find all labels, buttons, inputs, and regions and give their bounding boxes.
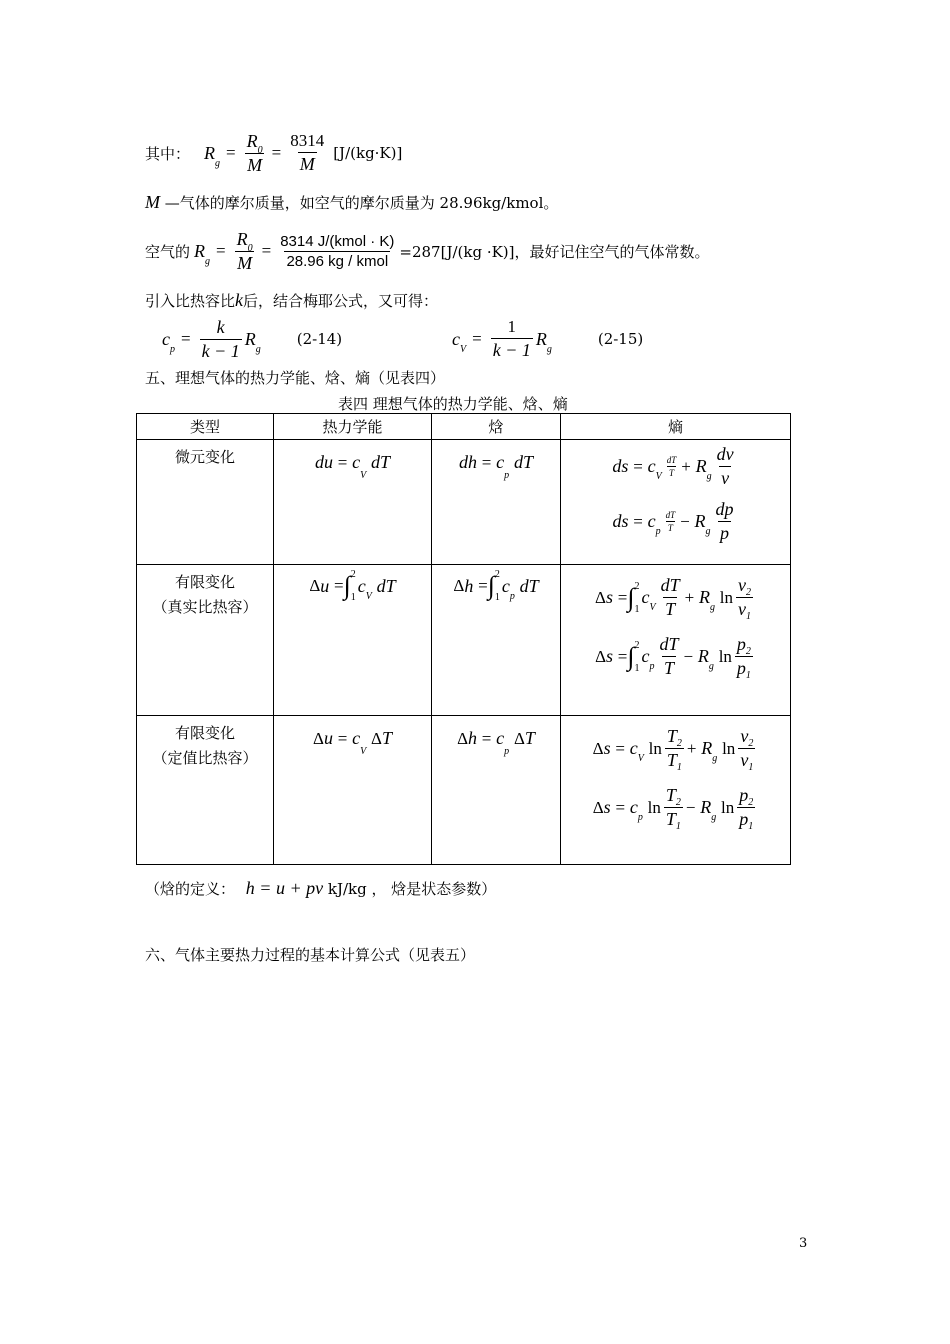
prefix-text: 其中：	[145, 144, 191, 163]
type-sublabel: （真实比热容）	[152, 598, 258, 616]
r0-over-m	[245, 131, 265, 176]
delta-h-integral-cell: Δ h = ∫ 2 1 c p dT	[432, 565, 561, 716]
fraction-denominator: k − 1	[492, 340, 531, 360]
table-header-row	[137, 414, 791, 440]
m-symbol: M	[237, 252, 253, 273]
rg-subscript: g	[215, 157, 221, 169]
m-symbol: M	[247, 154, 263, 175]
table-row	[137, 440, 791, 565]
air-prefix: 空气的	[145, 242, 191, 261]
air-result-text: =287[J/(kg ·K)]，最好记住空气的气体常数。	[399, 242, 710, 261]
r0-subscript: 0	[257, 144, 263, 156]
equals-sign: =	[226, 143, 236, 162]
fraction-numerator: 1	[507, 317, 517, 336]
header-enthalpy: 焓	[432, 414, 561, 440]
equation-label: (2-15)	[597, 330, 644, 348]
section-6-heading: 六、气体主要热力过程的基本计算公式（见表五）	[145, 946, 476, 964]
equals-sign-2: =	[261, 241, 272, 260]
air-denominator: 28.96 kg / kmol	[286, 252, 389, 270]
r-symbol: R	[244, 328, 256, 349]
rg-definition	[145, 128, 402, 178]
r0-over-m	[235, 229, 255, 274]
equals-sign: =	[472, 329, 482, 348]
row-type	[137, 565, 274, 716]
cp-symbol: c	[162, 328, 170, 349]
air-rg-line	[145, 226, 710, 276]
1-over-k-minus-1	[491, 317, 533, 361]
cp-subscript: p	[170, 343, 175, 355]
equation-2-15	[452, 314, 643, 364]
r0-subscript: 0	[247, 242, 253, 254]
fraction-numerator: k	[216, 316, 225, 337]
enthalpy-note	[145, 878, 496, 899]
k-over-k-minus-1	[200, 317, 242, 362]
page-number: 3	[799, 1236, 808, 1251]
rg-symbol: R	[204, 142, 216, 163]
delta-u-constant-cell: $\Delta u = c_V$ ΔT	[274, 716, 432, 865]
r-subscript: g	[546, 343, 552, 355]
header-entropy: 熵	[561, 414, 791, 440]
r0-symbol: R	[236, 228, 248, 249]
unit-text: [J/(kg·K)]	[333, 144, 403, 162]
table-row	[137, 565, 791, 716]
cv-subscript: V	[460, 343, 467, 355]
type-label: 微元变化	[174, 448, 235, 466]
fraction-denominator: k − 1	[201, 340, 240, 361]
header-type: 类型	[137, 414, 274, 440]
delta-u-integral-cell: Δ u = ∫ 2 1 c V dT	[274, 565, 432, 716]
ratio-text-after: 后，结合梅耶公式，又可得：	[243, 292, 439, 310]
type-label: 有限变化	[174, 724, 235, 742]
air-fraction	[278, 233, 396, 270]
m-symbol-2: M	[299, 154, 315, 174]
note-prefix: （焓的定义：	[145, 880, 236, 898]
table-4	[136, 413, 791, 865]
molar-mass-text: —气体的摩尔质量，如空气的摩尔质量为 28.96kg/kmol。	[164, 194, 559, 212]
r-symbol: R	[535, 328, 547, 349]
table-4-caption: 表四 理想气体的热力学能、焓、熵	[338, 395, 568, 413]
r0-symbol: R	[246, 130, 258, 151]
rg-subscript: g	[205, 255, 211, 267]
air-numerator: 8314 J/(kmol · K)	[280, 232, 395, 250]
table-row	[137, 716, 791, 865]
type-sublabel: （定值比热容）	[152, 749, 258, 767]
note-suffix: kJ/kg ， 焓是状态参数）	[327, 880, 497, 898]
equals-sign: =	[216, 241, 226, 260]
section-5-heading: 五、理想气体的热力学能、焓、熵（见表四）	[145, 369, 446, 387]
r-subscript: g	[255, 343, 261, 355]
delta-h-constant-cell: $\Delta h = c_p$ ΔT	[432, 716, 561, 865]
note-formula: h = u + pv	[245, 878, 324, 898]
numerator-8314: 8314	[290, 131, 325, 150]
m-symbol: M	[145, 192, 160, 212]
equation-2-14	[162, 314, 342, 364]
equals-sign-2: =	[271, 143, 282, 162]
du-cell: du = $c_V$ dT	[274, 440, 432, 565]
row-type	[137, 440, 274, 565]
8314-over-m	[288, 131, 326, 175]
equation-label: (2-14)	[296, 330, 343, 348]
molar-mass-line	[145, 192, 558, 213]
rg-symbol: R	[194, 240, 206, 261]
equals-sign: =	[181, 329, 191, 348]
dh-cell: dh = $c_p$ dT	[432, 440, 561, 565]
delta-s-integral-cell: Δ s = ∫ 2 1 c V $\frac{dT}{T}$ + R g ln $\frac{v_2}{v_1}$ Δ s = ∫ 2 1 c p $\frac{dT}{T}$ − R g ln $\frac{p_2}{p_1}$	[561, 565, 791, 716]
ds-cell: ds = c V $\frac{dT}{T}$ + R g $\frac{dv}{v}$ ds = c p $\frac{dT}{T}$ − R g $\frac{dp}{p}$	[561, 440, 791, 565]
ratio-text-before: 引入比热容比	[145, 292, 236, 310]
specific-heat-ratio-line	[145, 290, 438, 311]
type-label: 有限变化	[174, 573, 235, 591]
header-internal-energy: 热力学能	[274, 414, 432, 440]
row-type	[137, 716, 274, 865]
delta-s-constant-cell: Δ s = c V ln $\frac{T_2}{T_1}$ + R g ln $\frac{v_2}{v_1}$ Δ s = c p ln $\frac{T_2}{T_1}$ − R g ln $\frac{p_2}{p_1}$	[561, 716, 791, 865]
cv-symbol: c	[452, 328, 460, 349]
k-symbol: k	[235, 290, 244, 310]
